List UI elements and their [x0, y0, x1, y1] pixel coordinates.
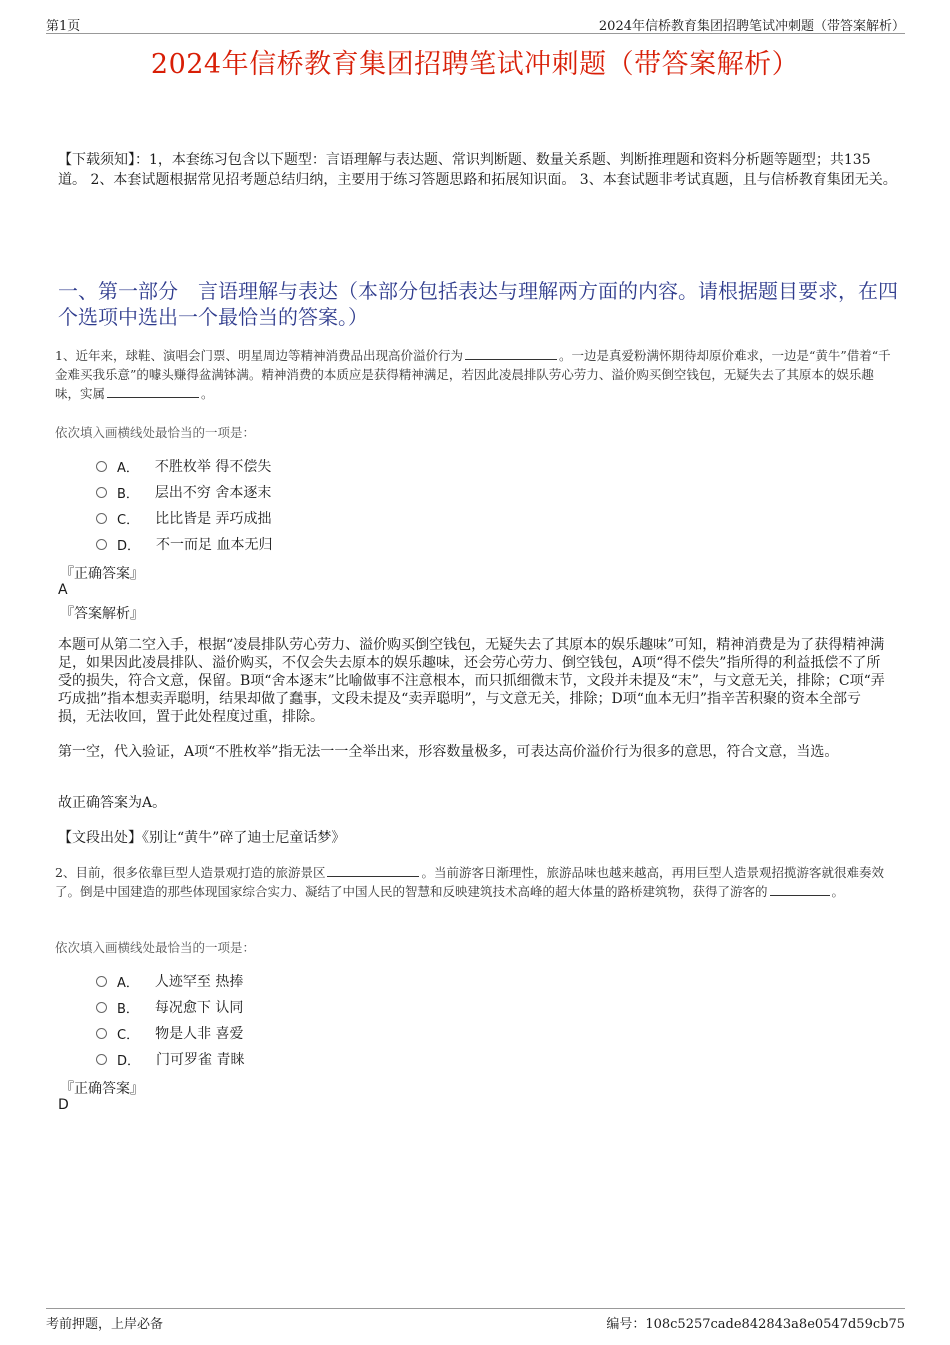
question-2-prompt: 依次填入画横线处最恰当的一项是： — [55, 940, 256, 955]
header-page-number: 第1页 — [46, 19, 81, 34]
question-2-option-b[interactable]: B． 每况愈下 认同 — [96, 997, 243, 1017]
radio-icon[interactable] — [96, 976, 107, 987]
question-2-answer-label: 『正确答案』 — [60, 1081, 144, 1097]
section-heading: 一、第一部分 言语理解与表达（本部分包括表达与理解两方面的内容。请根据题目要求，在四个选项中选出一个最恰当的答案。） — [58, 279, 898, 329]
question-1-option-d[interactable]: D． 不一而足 血本无归 — [96, 534, 272, 554]
fill-blank — [770, 883, 830, 896]
question-1-source: 【文段出处】《别让“黄牛”碎了迪士尼童话梦》 — [58, 830, 346, 846]
fill-blank — [327, 864, 419, 877]
footer-divider — [46, 1308, 905, 1309]
page-title: 2024年信桥教育集团招聘笔试冲刺题（带答案解析） — [150, 49, 800, 80]
header-divider — [46, 33, 905, 34]
question-1-option-c[interactable]: C． 比比皆是 弄巧成拙 — [96, 508, 272, 528]
header-doc-title: 2024年信桥教育集团招聘笔试冲刺题（带答案解析） — [598, 19, 905, 34]
footer-serial: 编号：108c5257cade842843a8e0547d59cb75 — [606, 1317, 905, 1332]
question-1-conclusion: 故正确答案为A。 — [58, 795, 167, 811]
radio-icon[interactable] — [96, 487, 107, 498]
question-1-prompt: 依次填入画横线处最恰当的一项是： — [55, 425, 256, 440]
question-2-option-a[interactable]: A． 人迹罕至 热捧 — [96, 971, 243, 991]
radio-icon[interactable] — [96, 1028, 107, 1039]
radio-icon[interactable] — [96, 1002, 107, 1013]
question-1-answer: A — [58, 582, 68, 598]
question-2-stem: 2、目前，很多依靠巨型人造景观打造的旅游景区 。当前游客日渐理性，旅游品味也越来越高，再用巨型人造景观招揽游客就很难奏效了。倒是中国建造的那些体现国家综合实力、凝结了中国人民的智慧和反映建筑技术高峰的超大体量的路桥建筑物，获得了游客的 。 — [55, 865, 884, 899]
question-1-analysis-paragraph: 本题可从第二空入手，根据“凌晨排队劳心劳力、溢价购买倒空钱包，无疑失去了其原本的娱乐趣味”可知，精神消费是为了获得精神满足，如果因此凌晨排队、溢价购买，不仅会失去原本的娱乐趣味，还会劳心劳力、倒空钱包，A项“得不偿失”指所得的利益抵偿不了所受的损失，符合文意，保留。B项“舍本逐末”比喻做事不注意根本，而只抓细微末节，文段并未提及“末”，与文意无关，排除；C项“弄巧成拙”指本想卖弄聪明，结果却做了蠢事，文段未提及“卖弄聪明”，与文意无关，排除；D项“血本无归”指辛苦积聚的资本全部亏损，无法收回，置于此处程度过重，排除。 — [58, 637, 885, 725]
question-2-answer: D — [58, 1097, 69, 1113]
radio-icon[interactable] — [96, 461, 107, 472]
fill-blank — [107, 385, 199, 398]
radio-icon[interactable] — [96, 1054, 107, 1065]
fill-blank — [465, 347, 557, 360]
question-1-analysis-label: 『答案解析』 — [60, 606, 144, 622]
download-notice: 【下载须知】：1，本套练习包含以下题型：言语理解与表达题、常识判断题、数量关系题、判断推理题和资料分析题等题型；共135道。 2、本套试题根据常见招考题总结归纳，主要用于练习答题思路和拓展知识面。 3、本套试题非考试真题，且与信桥教育集团无关。 — [58, 152, 897, 188]
question-2-option-d[interactable]: D． 门可罗雀 青睐 — [96, 1049, 244, 1069]
radio-icon[interactable] — [96, 513, 107, 524]
radio-icon[interactable] — [96, 539, 107, 550]
question-1-answer-label: 『正确答案』 — [60, 566, 144, 582]
question-1-analysis-paragraph: 第一空，代入验证，A项“不胜枚举”指无法一一全举出来，形容数量极多，可表达高价溢价行为很多的意思，符合文意，当选。 — [58, 744, 839, 760]
footer-slogan: 考前押题，上岸必备 — [46, 1317, 164, 1332]
question-1-option-a[interactable]: A． 不胜枚举 得不偿失 — [96, 456, 271, 476]
question-1-stem: 1、近年来，球鞋、演唱会门票、明星周边等精神消费品出现高价溢价行为 。一边是真爱粉满怀期待却原价难求，一边是“黄牛”借着“千金难买我乐意”的噱头赚得盆满钵满。精神消费的本质应是获得精神满足，若因此凌晨排队劳心劳力、溢价购买倒空钱包，无疑失去了其原本的娱乐趣味，实属 。 — [55, 348, 891, 401]
question-1-option-b[interactable]: B． 层出不穷 舍本逐末 — [96, 482, 271, 502]
question-2-option-c[interactable]: C． 物是人非 喜爱 — [96, 1023, 244, 1043]
